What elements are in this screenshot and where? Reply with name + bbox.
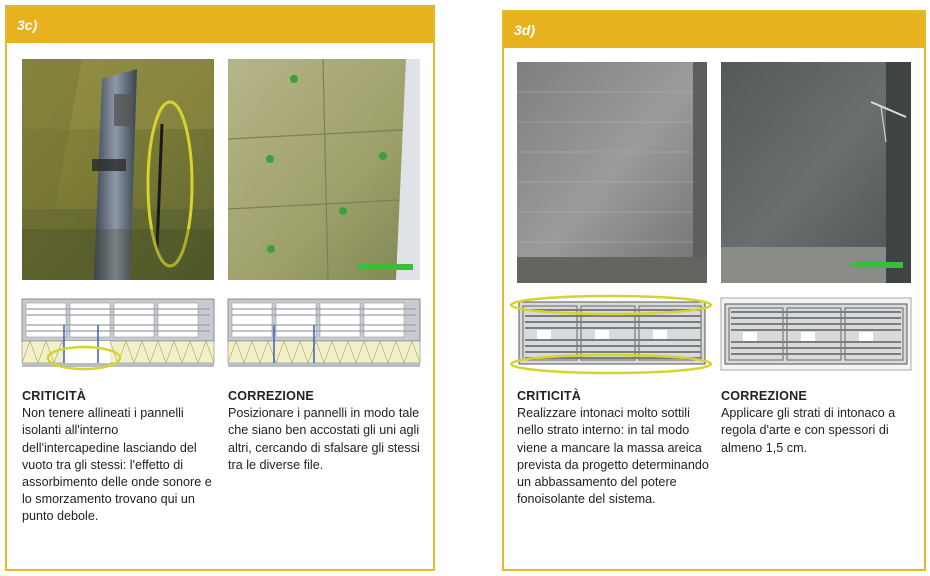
photo-3d-correzione bbox=[721, 62, 911, 283]
panel-3c-correzione-text bbox=[228, 388, 424, 474]
correzione-body: Posizionare i pannelli in modo tale che siano ben accostati gli uni agli altri, cercando di sfalsare gli stessi tra le diverse file. bbox=[228, 406, 420, 472]
panel-3c-header bbox=[7, 7, 433, 43]
diagram-3d-correzione bbox=[721, 296, 911, 374]
correzione-body: Applicare gli strati di intonaco a regola d'arte e con spessori di almeno 1,5 cm. bbox=[721, 406, 896, 455]
diagram-3c-criticita bbox=[22, 297, 214, 369]
correzione-title: CORREZIONE bbox=[721, 389, 807, 403]
panel-3d-criticita-text bbox=[517, 388, 713, 508]
panel-3d-header bbox=[504, 12, 924, 48]
panel-3c bbox=[5, 5, 435, 571]
diagram-3c-correzione bbox=[228, 297, 420, 369]
criticita-body: Non tenere allineati i pannelli isolanti all'interno dell'intercapedine lasciando del vuoto tra gli stessi: l'effetto di assorbimento delle onde sonore e lo smorzamento trovano qui un punto debole. bbox=[22, 406, 212, 524]
criticita-title: CRITICITÀ bbox=[22, 389, 87, 403]
panel-3d bbox=[502, 10, 926, 571]
criticita-body: Realizzare intonaci molto sottili nello strato interno: in tal modo viene a mancare la massa areica prevista da progetto determinando un abbassamento del potere fonoisolante del sistema. bbox=[517, 406, 709, 507]
panel-3d-correzione-text bbox=[721, 388, 917, 457]
diagram-3d-criticita bbox=[507, 294, 717, 376]
panel-3d-label: 3d) bbox=[514, 22, 535, 38]
correzione-title: CORREZIONE bbox=[228, 389, 314, 403]
photo-3c-correzione bbox=[228, 59, 420, 280]
photo-3d-criticita bbox=[517, 62, 707, 283]
photo-3c-criticita bbox=[22, 59, 214, 280]
panel-3c-criticita-text bbox=[22, 388, 218, 526]
panel-3c-label: 3c) bbox=[17, 17, 38, 33]
criticita-title: CRITICITÀ bbox=[517, 389, 582, 403]
